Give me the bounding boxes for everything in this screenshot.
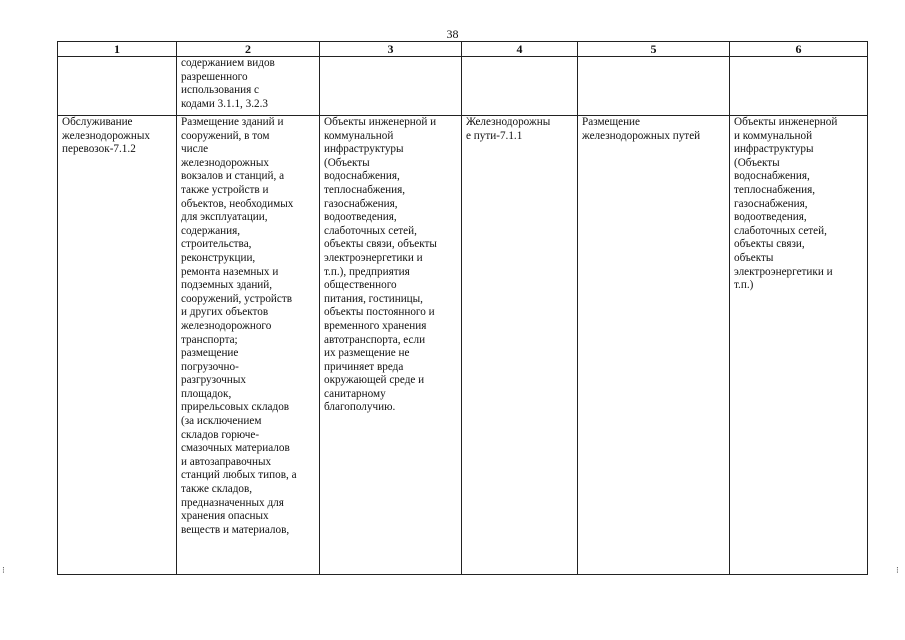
table-cell [58, 57, 177, 116]
table-cell: Железнодорожны е пути-7.1.1 [462, 116, 578, 575]
table-cell: Обслуживание железнодорожных перевозок-7.1.2 [58, 116, 177, 575]
scan-edge-mark-right: ⁝ [896, 565, 899, 575]
table-cell: Размещение зданий и сооружений, в том числе железнодорожных вокзалов и станций, а также устройств и объектов, необходимых для эксплуатации, содержания, строительства, реконструкции, ремонта наземных и подземных зданий, сооружений, устройств и других объектов железнодорожного транспорта; размещение погрузочно- разгрузочных площадок, прирельсовых складов (за исключением складов горюче- смазочных материалов и автозаправочных станций любых типов, а также складов, предназначенных для хранения опасных веществ и материалов, [177, 116, 320, 575]
zoning-table [57, 41, 868, 575]
table-cell: содержанием видов разрешенного использования с кодами 3.1.1, 3.2.3 [177, 57, 320, 116]
column-header-4: 4 [462, 42, 578, 57]
table-row [58, 116, 868, 575]
table-row [58, 57, 868, 116]
table-cell [462, 57, 578, 116]
table-cell [730, 57, 868, 116]
column-header-6: 6 [730, 42, 868, 57]
column-header-2: 2 [177, 42, 320, 57]
table-cell: Объекты инженерной и коммунальной инфраструктуры (Объекты водоснабжения, теплоснабжения, газоснабжения, водоотведения, слаботочных сетей, объекты связи, объекты электроэнергетики и т.п.) [730, 116, 868, 575]
table-header-row [58, 42, 868, 57]
column-header-5: 5 [578, 42, 730, 57]
table-cell: Размещение железнодорожных путей [578, 116, 730, 575]
table-cell [578, 57, 730, 116]
table-cell: Объекты инженерной и коммунальной инфраструктуры (Объекты водоснабжения, теплоснабжения, газоснабжения, водоотведения, слаботочных сетей, объекты связи, объекты электроэнергетики и т.п.), предприятия общественного питания, гостиницы, объекты постоянного и временного хранения автотранспорта, если их размещение не причиняет вреда окружающей среде и санитарному благополучию. [320, 116, 462, 575]
scan-edge-mark-left: ⁝ [2, 565, 5, 575]
column-header-1: 1 [58, 42, 177, 57]
column-header-3: 3 [320, 42, 462, 57]
page-number: 38 [446, 27, 459, 41]
table-cell [320, 57, 462, 116]
